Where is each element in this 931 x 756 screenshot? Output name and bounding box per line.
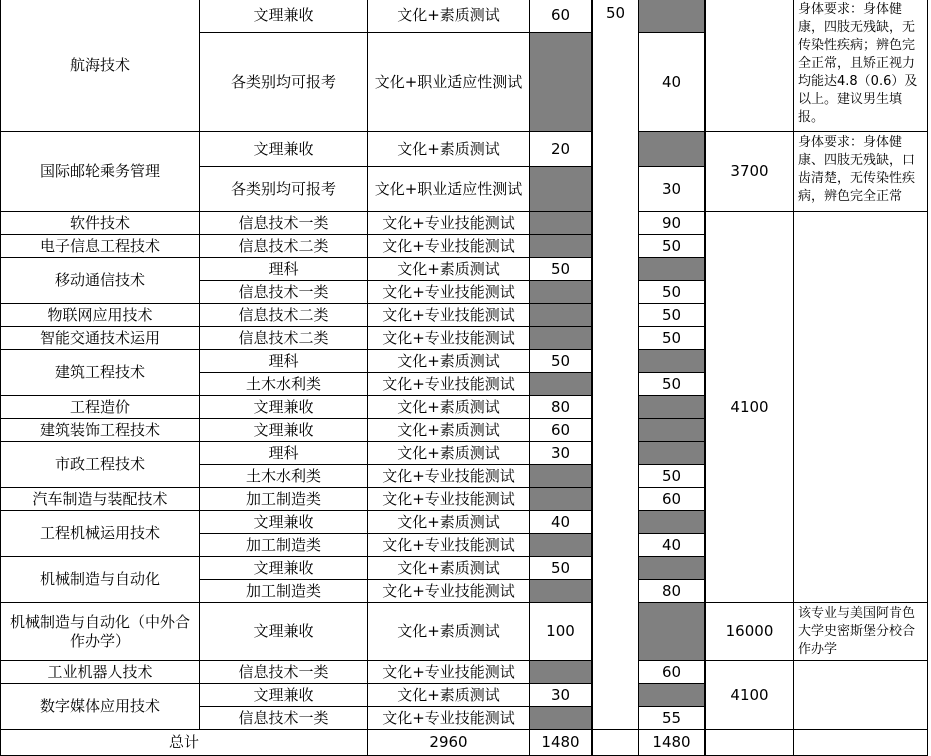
subject-cell: 各类别均可报考 [199, 166, 368, 212]
plan-a-cell: 100 [529, 602, 592, 661]
note-cell [793, 211, 928, 603]
method-cell: 文化+专业技能测试 [367, 660, 531, 684]
method-cell: 文化+专业技能测试 [367, 303, 531, 327]
major-cell: 机械制造与自动化 [0, 556, 200, 603]
plan-c-cell: 60 [638, 660, 706, 684]
major-cell: 软件技术 [0, 211, 200, 235]
subject-cell: 文理兼收 [199, 510, 368, 534]
plan-c-cell: 50 [638, 234, 706, 258]
fee-cell [705, 0, 794, 132]
fee-cell: 4100 [705, 211, 794, 603]
plan-a-empty-shaded [529, 166, 592, 212]
method-cell: 文化+专业技能测试 [367, 326, 531, 350]
plan-a-empty-shaded [529, 326, 592, 350]
note-cell: 该专业与美国阿肯色大学史密斯堡分校合作办学 [793, 602, 928, 661]
plan-a-cell: 80 [529, 395, 592, 419]
subject-cell: 文理兼收 [199, 131, 368, 167]
plan-c-empty-shaded [638, 131, 706, 167]
plan-a-empty-shaded [529, 579, 592, 603]
major-cell: 电子信息工程技术 [0, 234, 200, 258]
plan-a-cell: 30 [529, 441, 592, 465]
plan-c-empty-shaded [638, 349, 706, 373]
method-cell: 文化+素质测试 [367, 349, 531, 373]
plan-c-empty-shaded [638, 556, 706, 580]
plan-a-empty-shaded [529, 533, 592, 557]
plan-c-cell: 50 [638, 464, 706, 488]
method-cell: 文化+专业技能测试 [367, 579, 531, 603]
fee-cell: 16000 [705, 602, 794, 661]
plan-c-cell: 60 [638, 487, 706, 511]
plan-c-cell: 50 [638, 372, 706, 396]
total-label: 总计 [0, 729, 368, 756]
subject-cell: 各类别均可报考 [199, 32, 368, 132]
major-cell: 数字媒体应用技术 [0, 683, 200, 730]
plan-c-empty-shaded [638, 510, 706, 534]
subject-cell: 文理兼收 [199, 418, 368, 442]
method-cell: 文化+素质测试 [367, 556, 531, 580]
plan-c-cell: 55 [638, 706, 706, 730]
plan-c-cell: 90 [638, 211, 706, 235]
subject-cell: 信息技术一类 [199, 706, 368, 730]
plan-a-empty-shaded [529, 32, 592, 132]
major-cell: 汽车制造与装配技术 [0, 487, 200, 511]
plan-c-empty-shaded [638, 257, 706, 281]
note-cell [793, 660, 928, 730]
major-cell: 工业机器人技术 [0, 660, 200, 684]
method-cell: 文化+素质测试 [367, 131, 531, 167]
subject-cell: 加工制造类 [199, 533, 368, 557]
method-cell: 文化+素质测试 [367, 510, 531, 534]
subject-cell: 信息技术二类 [199, 234, 368, 258]
plan-a-empty-shaded [529, 464, 592, 488]
method-cell: 文化+专业技能测试 [367, 533, 531, 557]
plan-c-empty-shaded [638, 418, 706, 442]
total-note [793, 729, 928, 756]
total-sum: 2960 [367, 729, 531, 756]
major-cell: 物联网应用技术 [0, 303, 200, 327]
plan-a-cell: 60 [529, 0, 592, 33]
method-cell: 文化+职业适应性测试 [367, 166, 531, 212]
method-cell: 文化+素质测试 [367, 602, 531, 661]
subject-cell: 文理兼收 [199, 683, 368, 707]
fee-cell: 4100 [705, 660, 794, 730]
subject-cell: 信息技术一类 [199, 660, 368, 684]
plan-c-cell: 50 [638, 326, 706, 350]
plan-a-empty-shaded [529, 660, 592, 684]
plan-a-empty-shaded [529, 303, 592, 327]
plan-a-empty-shaded [529, 706, 592, 730]
plan-a-cell: 20 [529, 131, 592, 167]
plan-a-cell: 40 [529, 510, 592, 534]
major-cell: 国际邮轮乘务管理 [0, 131, 200, 212]
method-cell: 文化+专业技能测试 [367, 280, 531, 304]
major-cell: 工程机械运用技术 [0, 510, 200, 557]
subject-cell: 土木水利类 [199, 464, 368, 488]
plan-c-cell: 50 [638, 303, 706, 327]
plan-c-cell: 80 [638, 579, 706, 603]
fee-cell: 3700 [705, 131, 794, 212]
note-cell: 身体要求：身体健康、四肢无残缺，口齿清楚，无传染性疾病，辨色完全正常 [793, 131, 928, 212]
subject-cell: 文理兼收 [199, 602, 368, 661]
method-cell: 文化+专业技能测试 [367, 706, 531, 730]
major-cell: 建筑装饰工程技术 [0, 418, 200, 442]
plan-c-empty-shaded [638, 0, 706, 33]
subject-cell: 文理兼收 [199, 0, 368, 33]
plan-c-empty-shaded [638, 602, 706, 661]
method-cell: 文化+素质测试 [367, 257, 531, 281]
method-cell: 文化+专业技能测试 [367, 487, 531, 511]
method-cell: 文化+专业技能测试 [367, 372, 531, 396]
subject-cell: 信息技术一类 [199, 280, 368, 304]
subject-cell: 信息技术二类 [199, 303, 368, 327]
plan-c-empty-shaded [638, 683, 706, 707]
major-cell: 航海技术 [0, 0, 200, 132]
method-cell: 文化+专业技能测试 [367, 464, 531, 488]
major-cell: 机械制造与自动化（中外合作办学） [0, 602, 200, 661]
method-cell: 文化+专业技能测试 [367, 211, 531, 235]
plan-a-empty-shaded [529, 372, 592, 396]
method-cell: 文化+素质测试 [367, 395, 531, 419]
plan-a-cell: 50 [529, 556, 592, 580]
plan-a-cell: 50 [529, 349, 592, 373]
subject-cell: 理科 [199, 257, 368, 281]
subject-cell: 文理兼收 [199, 395, 368, 419]
plan-a-empty-shaded [529, 280, 592, 304]
plan-b-cell: 50 [591, 0, 639, 730]
total-fee [705, 729, 794, 756]
subject-cell: 信息技术二类 [199, 326, 368, 350]
plan-a-cell: 50 [529, 257, 592, 281]
major-cell: 市政工程技术 [0, 441, 200, 488]
plan-c-cell: 50 [638, 280, 706, 304]
major-cell: 智能交通技术运用 [0, 326, 200, 350]
total-plan-c: 1480 [638, 729, 706, 756]
method-cell: 文化+素质测试 [367, 418, 531, 442]
method-cell: 文化+专业技能测试 [367, 234, 531, 258]
major-cell: 建筑工程技术 [0, 349, 200, 396]
total-plan-a: 1480 [529, 729, 592, 756]
major-cell: 工程造价 [0, 395, 200, 419]
subject-cell: 加工制造类 [199, 579, 368, 603]
subject-cell: 文理兼收 [199, 556, 368, 580]
plan-a-empty-shaded [529, 487, 592, 511]
plan-c-cell: 30 [638, 166, 706, 212]
total-plan-b [591, 729, 639, 756]
subject-cell: 加工制造类 [199, 487, 368, 511]
method-cell: 文化+职业适应性测试 [367, 32, 531, 132]
plan-a-cell: 30 [529, 683, 592, 707]
plan-a-cell: 60 [529, 418, 592, 442]
note-cell: 身体要求：身体健康，四肢无残缺，无传染性疾病；辨色完全正常，且矫正视力均能达4.8（0.6）及以上。建议男生填报。 [793, 0, 928, 132]
plan-c-cell: 40 [638, 533, 706, 557]
major-cell: 移动通信技术 [0, 257, 200, 304]
method-cell: 文化+素质测试 [367, 0, 531, 33]
subject-cell: 理科 [199, 349, 368, 373]
method-cell: 文化+素质测试 [367, 683, 531, 707]
subject-cell: 土木水利类 [199, 372, 368, 396]
method-cell: 文化+素质测试 [367, 441, 531, 465]
subject-cell: 理科 [199, 441, 368, 465]
subject-cell: 信息技术一类 [199, 211, 368, 235]
plan-a-empty-shaded [529, 234, 592, 258]
plan-c-cell: 40 [638, 32, 706, 132]
plan-c-empty-shaded [638, 441, 706, 465]
plan-a-empty-shaded [529, 211, 592, 235]
plan-c-empty-shaded [638, 395, 706, 419]
